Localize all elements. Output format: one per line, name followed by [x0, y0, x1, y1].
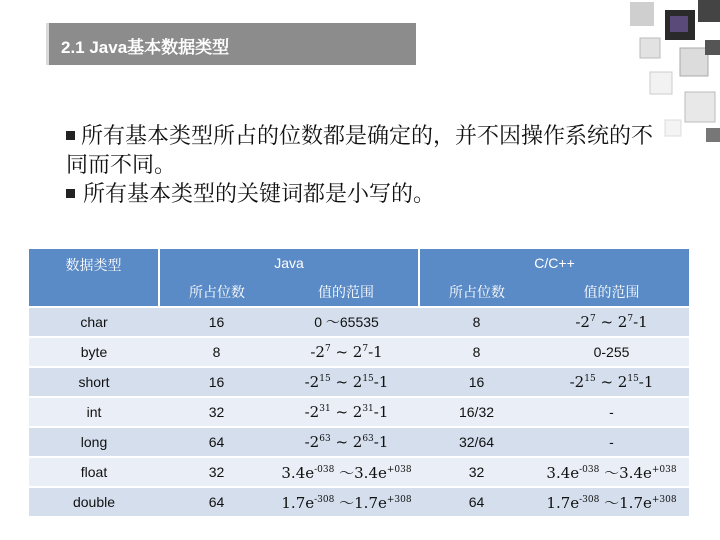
table-row	[29, 307, 689, 337]
data-types-table	[29, 249, 689, 516]
cell-java-bits: 8	[159, 337, 274, 367]
table-row	[29, 397, 689, 427]
table-row	[29, 487, 689, 516]
header-c-bits: 所占位数	[419, 277, 534, 307]
cell-java-range: $-2^7$ ~ $2^7-1$	[274, 337, 419, 367]
bullet-item: 所有基本类型的关键词都是小写的。	[66, 180, 666, 209]
cell-c-bits: 64	[419, 487, 534, 516]
header-java: Java	[159, 249, 419, 277]
cell-c-bits: 32/64	[419, 427, 534, 457]
header-c-range: 值的范围	[534, 277, 689, 307]
cell-type: int	[29, 397, 159, 427]
slide-title-bar	[46, 23, 416, 65]
cell-java-range: $-2^{31}$ ~ $2^{31}-1$	[274, 397, 419, 427]
square-bullet-icon	[66, 131, 75, 140]
slide-title: 2.1 Java基本数据类型	[61, 38, 230, 57]
cell-type: char	[29, 307, 159, 337]
cell-java-bits: 16	[159, 367, 274, 397]
header-type: 数据类型	[29, 249, 159, 307]
header-c: C/C++	[419, 249, 689, 277]
table-row	[29, 337, 689, 367]
cell-java-range: 0 ～65535	[274, 307, 419, 337]
cell-c-range: $3.4e^{-038}$ $\sim 3.4e^{+038}$	[534, 457, 689, 487]
cell-java-bits: 64	[159, 487, 274, 516]
bullet-list	[66, 122, 666, 209]
table-row	[29, 457, 689, 487]
table-row	[29, 367, 689, 397]
cell-type: long	[29, 427, 159, 457]
cell-type: double	[29, 487, 159, 516]
cell-java-bits: 64	[159, 427, 274, 457]
cell-c-bits: 16/32	[419, 397, 534, 427]
cell-c-range: -	[534, 427, 689, 457]
header-java-bits: 所占位数	[159, 277, 274, 307]
cell-type: short	[29, 367, 159, 397]
cell-java-bits: 16	[159, 307, 274, 337]
table-header-row	[29, 249, 689, 277]
cell-c-bits: 32	[419, 457, 534, 487]
table-body	[29, 307, 689, 516]
cell-type: float	[29, 457, 159, 487]
cell-c-range: -	[534, 397, 689, 427]
cell-c-range: $1.7e^{-308}$ $\sim 1.7e^{+308}$	[534, 487, 689, 516]
cell-c-range: 0-255	[534, 337, 689, 367]
cell-c-range: $-2^7$ ~ $2^7-1$	[534, 307, 689, 337]
cell-java-bits: 32	[159, 457, 274, 487]
cell-c-bits: 8	[419, 337, 534, 367]
table-row	[29, 427, 689, 457]
cell-java-range: $-2^{15}$ ~ $2^{15}-1$	[274, 367, 419, 397]
header-java-range: 值的范围	[274, 277, 419, 307]
cell-java-range: $-2^{63}$ ~ $2^{63}-1$	[274, 427, 419, 457]
cell-java-bits: 32	[159, 397, 274, 427]
cell-c-bits: 16	[419, 367, 534, 397]
square-bullet-icon	[66, 189, 75, 198]
cell-type: byte	[29, 337, 159, 367]
cell-c-range: $-2^{15}$ ~ $2^{15}-1$	[534, 367, 689, 397]
cell-java-range: $1.7e^{-308}$ $\sim 1.7e^{+308}$	[274, 487, 419, 516]
bullet-item: 所有基本类型所占的位数都是确定的，并不因操作系统的不同而不同。	[66, 124, 654, 178]
cell-java-range: $3.4e^{-038}$ $\sim 3.4e^{+038}$	[274, 457, 419, 487]
cell-c-bits: 8	[419, 307, 534, 337]
